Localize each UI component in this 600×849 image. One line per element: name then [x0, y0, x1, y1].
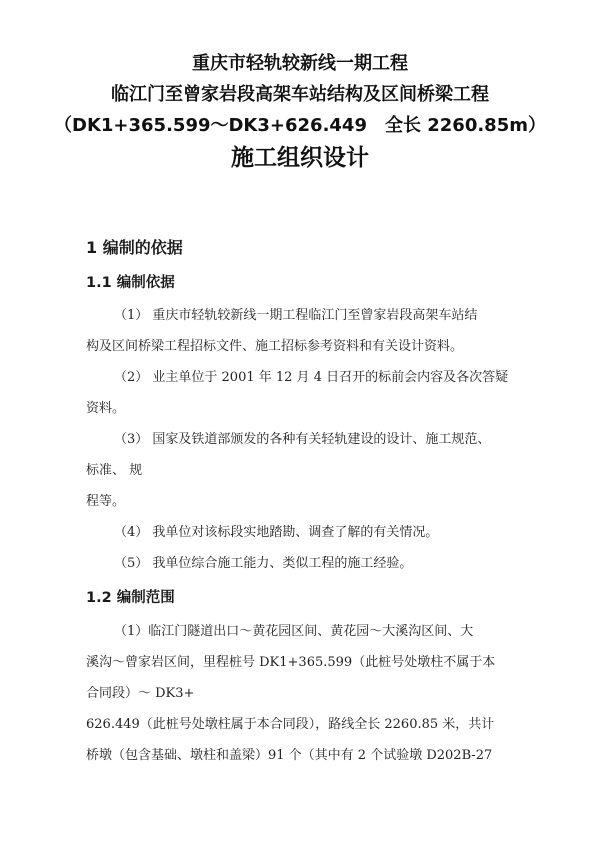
- paragraph-line: 溪沟～曾家岩区间，里程桩号 DK1+365.599（此桩号处墩柱不属于本: [86, 655, 496, 670]
- paragraph-line: 626.449（此桩号处墩柱属于本合同段），路线全长 2260.85 米，共计: [86, 717, 495, 732]
- paragraph-line: （1）临江门隧道出口～黄花园区间、黄花园～大溪沟区间、大: [114, 624, 474, 639]
- paragraph-line: （5） 我单位综合施工能力、类似工程的施工经验。: [114, 556, 413, 571]
- section-heading-1: 1 编制的依据: [86, 238, 183, 257]
- document-title: 施工组织设计: [231, 145, 369, 171]
- section-heading-1-2: 1.2 编制范围: [86, 590, 175, 606]
- project-name: 重庆市轻轨较新线一期工程: [192, 53, 408, 74]
- paragraph-line: （4） 我单位对该标段实地踏勘、调查了解的有关情况。: [114, 525, 439, 540]
- paragraph-line: 资料。: [86, 401, 126, 416]
- paragraph-line: 桥墩（包含基础、墩柱和盖梁）91 个（其中有 2 个试验墩 D202B-27: [86, 748, 493, 763]
- paragraph-line: 标准、 规: [86, 463, 143, 478]
- paragraph-line: 合同段）～ DK3+: [86, 686, 195, 701]
- paragraph-line: 构及区间桥梁工程招标文件、施工招标参考资料和有关设计资料。: [86, 339, 464, 354]
- paragraph-line: （3） 国家及铁道部颁发的各种有关轻轨建设的设计、施工规范、: [114, 432, 491, 447]
- project-section: 临江门至曾家岩段高架车站结构及区间桥梁工程: [111, 84, 489, 105]
- paragraph-line: （2） 业主单位于 2001 年 12 月 4 日召开的标前会内容及各次答疑: [114, 370, 509, 385]
- section-heading-1-1: 1.1 编制依据: [86, 275, 175, 291]
- paragraph-line: （1） 重庆市轻轨较新线一期工程临江门至曾家岩段高架车站结: [114, 308, 478, 323]
- project-mileage: （DK1+365.599～DK3+626.449 全长 2260.85m）: [54, 115, 546, 136]
- header-block: [0, 48, 600, 141]
- paragraph-line: 程等。: [86, 494, 126, 509]
